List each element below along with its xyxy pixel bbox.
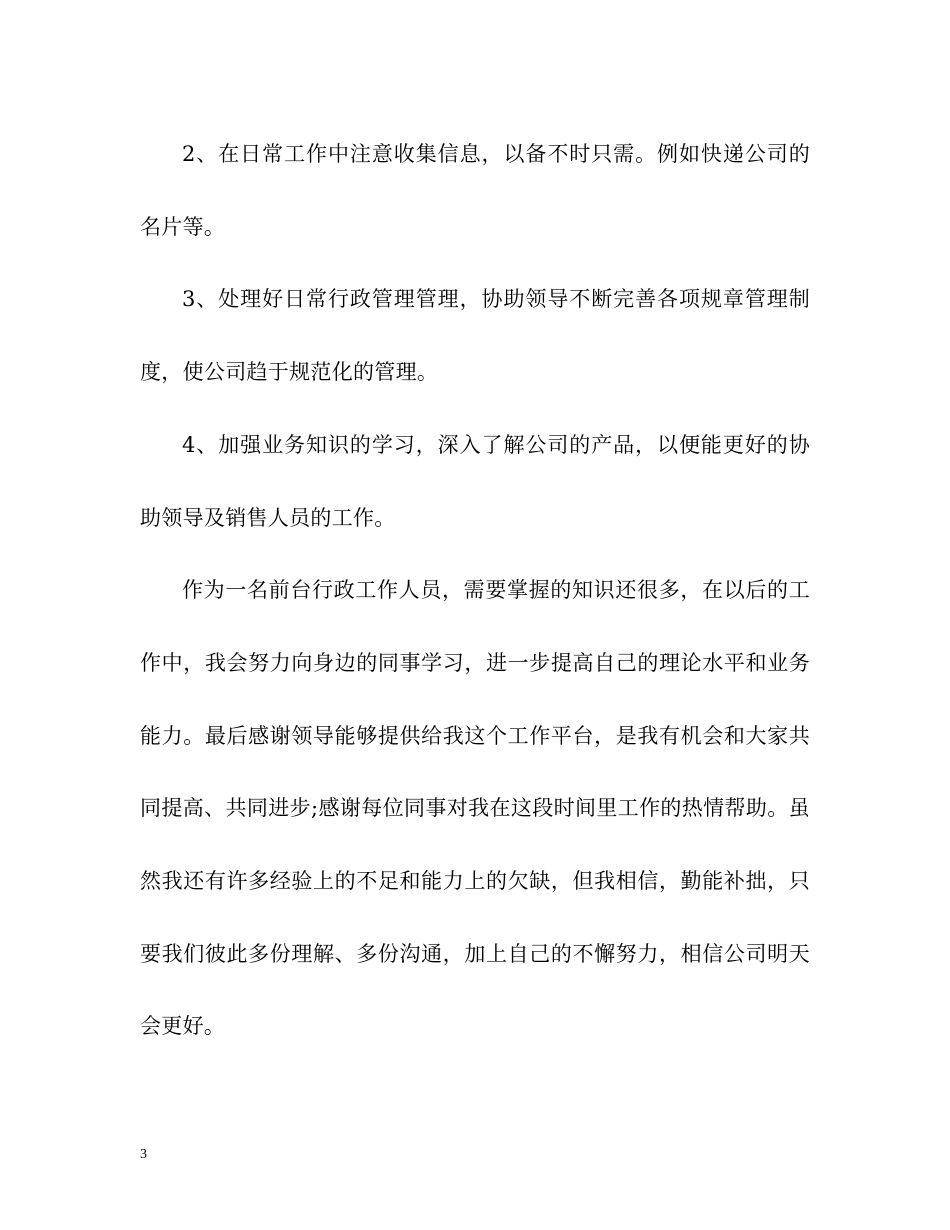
page-number: 3 [140,1147,147,1162]
paragraph-item-4: 4、加强业务知识的学习，深入了解公司的产品，以便能更好的协助领导及销售人员的工作。 [140,432,810,530]
paragraph-item-2: 2、在日常工作中注意收集信息，以备不时只需。例如快递公司的名片等。 [140,142,810,239]
paragraph-item-3: 3、处理好日常行政管理管理，协助领导不断完善各项规章管理制度，使公司趋于规范化的管理。 [140,287,810,385]
paragraph-conclusion: 作为一名前台行政工作人员，需要掌握的知识还很多，在以后的工作中，我会努力向身边的同事学习，进一步提高自己的理论水平和业务能力。最后感谢领导能够提供给我这个工作平台，是我有机会和大家共同提高、共同进步;感谢每位同事对我在这段时间里工作的热情帮助。虽然我还有许多经验上的不足和能力上的欠缺，但我相信，勤能补拙，只要我们彼此多份理解、多份沟通，加上自己的不懈努力，相信公司明天会更好。 [140,578,810,1039]
document-body [140,118,810,1063]
